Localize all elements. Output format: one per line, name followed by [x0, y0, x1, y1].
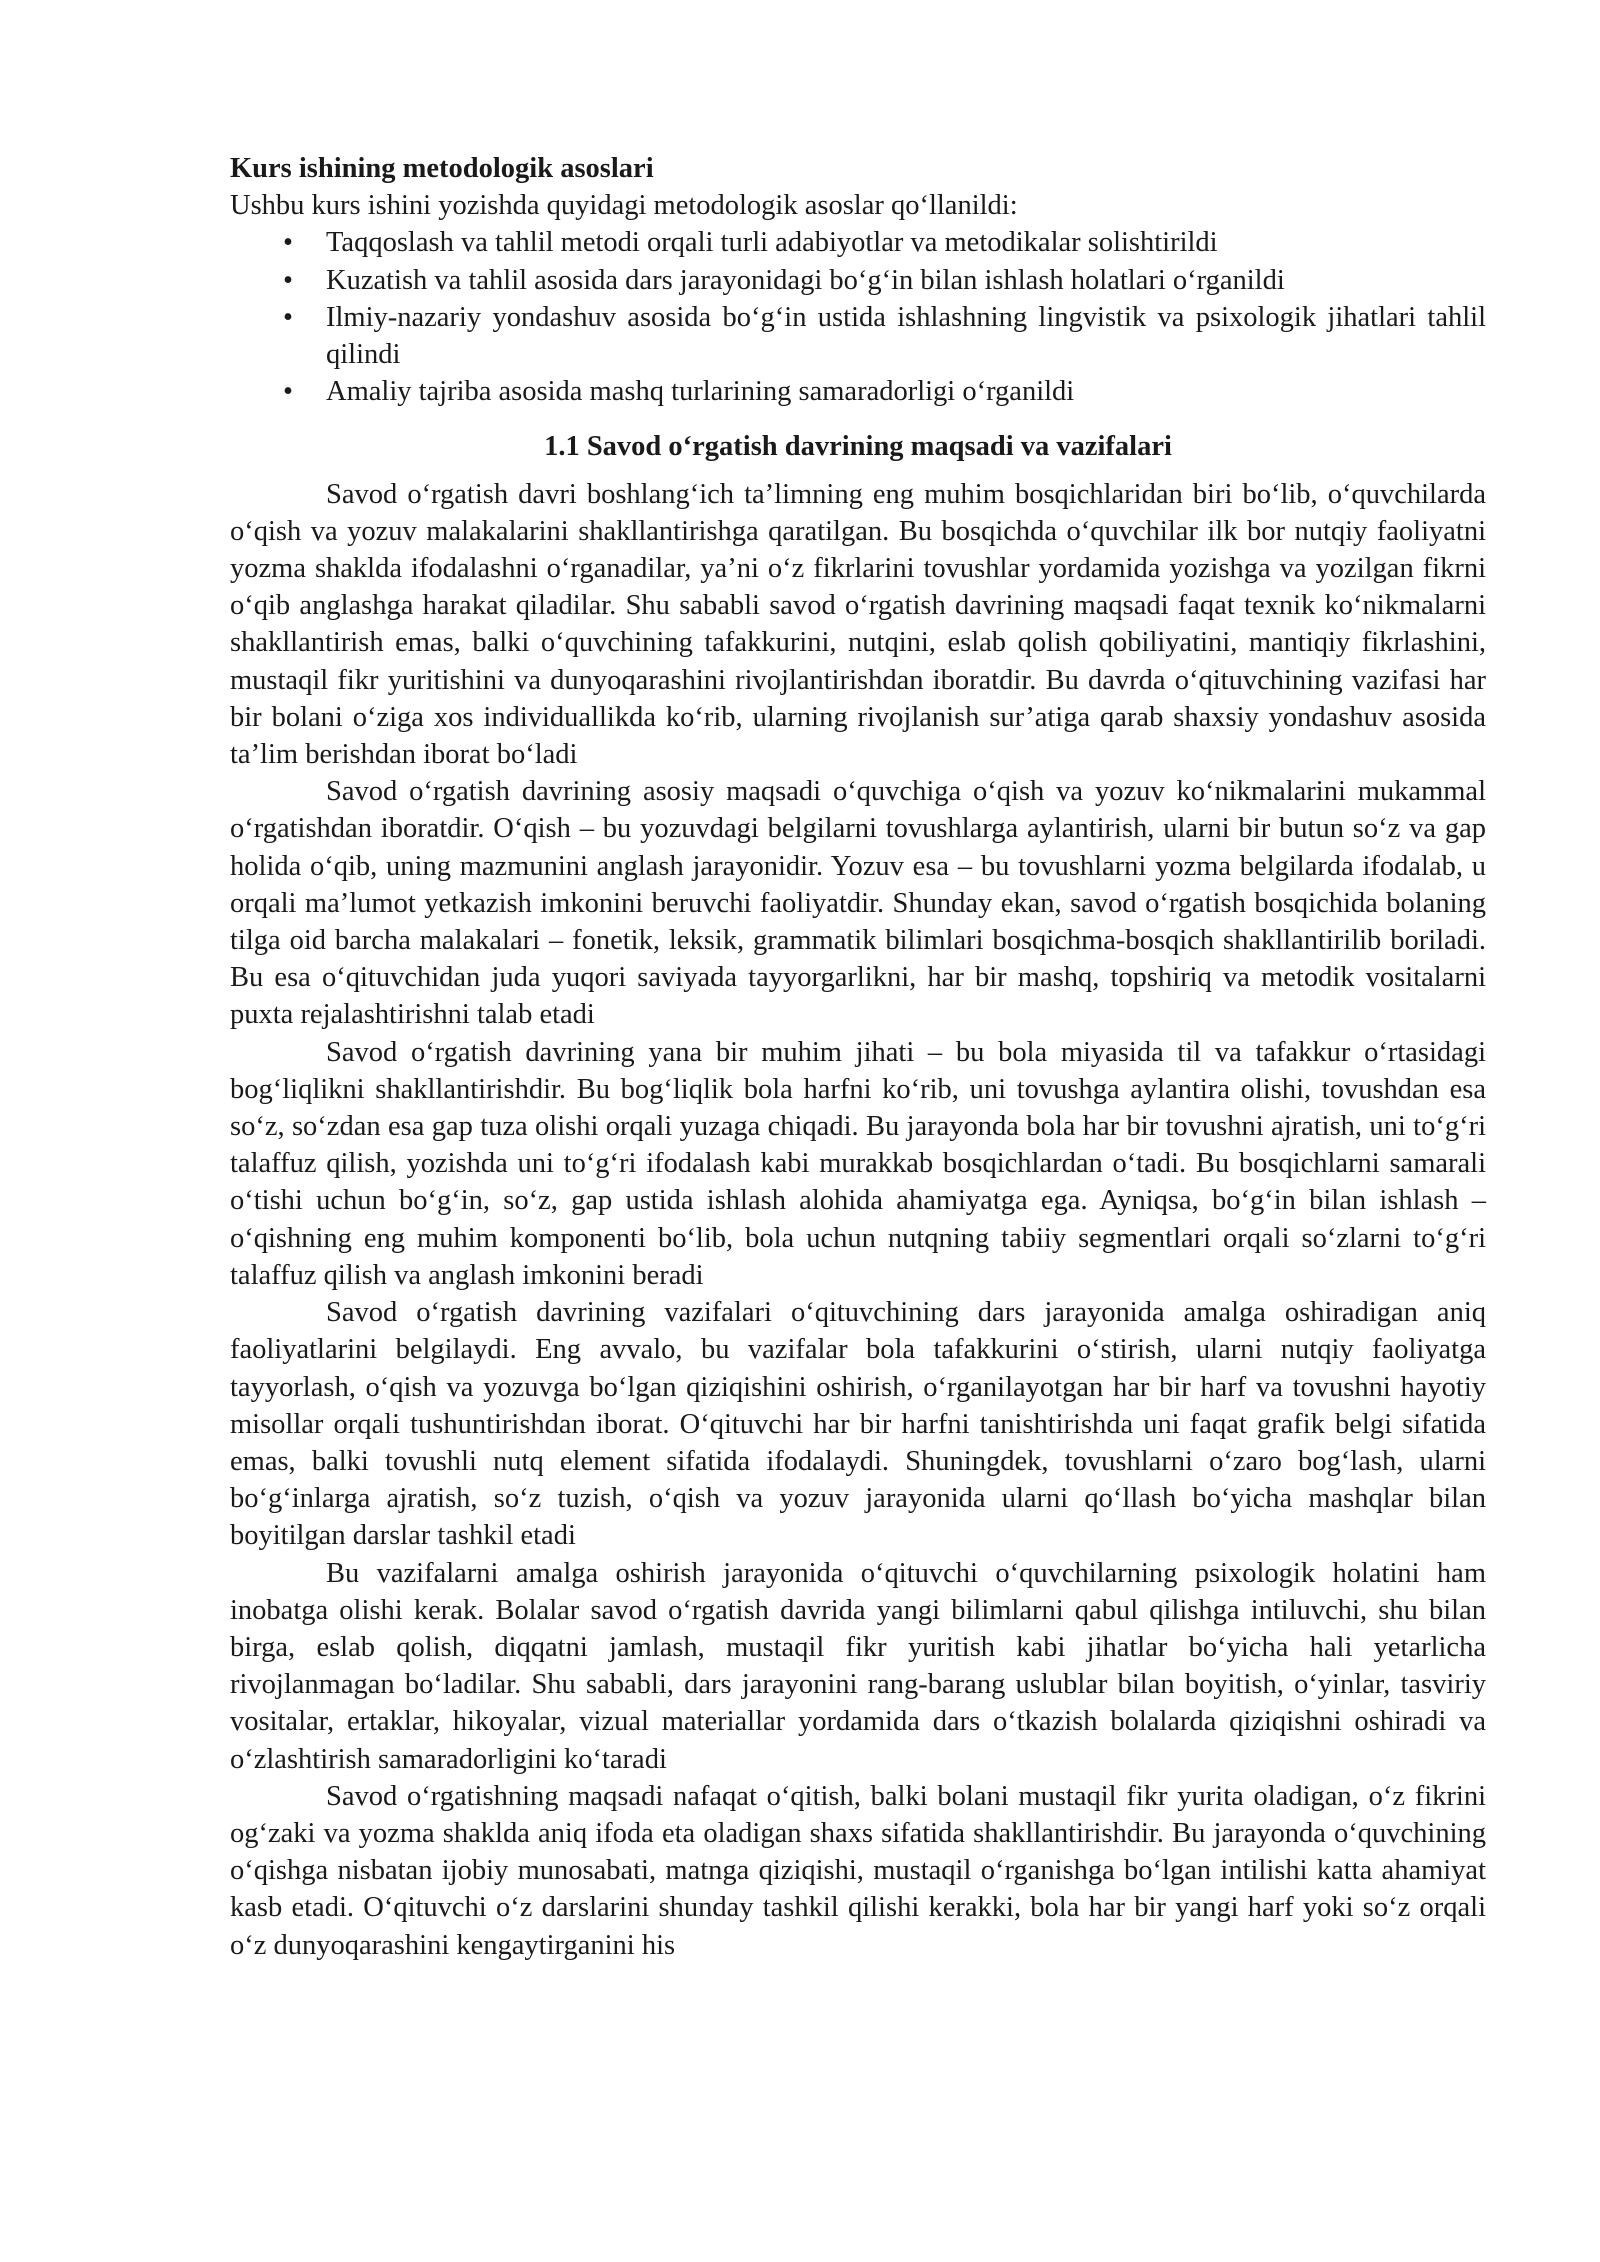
body-paragraph: Savod o‘rgatish davrining vazifalari o‘qituvchining dars jarayonida amalga oshiradigan aniq faoliyatlarini belgilaydi. Eng avvalo, bu vazifalar bola tafakkurini o‘stirish, ularni nutqiy faoliyatga tayyorlash, o‘qish va yozuvga bo‘lgan qiziqishini oshirish, o‘rganilayotgan har bir harf va tovushni hayotiy misollar orqali tushuntirishdan iborat. O‘qituvchi har bir harfni tanishtirishda uni faqat grafik belgi sifatida emas, balki tovushli nutq element sifatida ifodalaydi. Shuningdek, tovushlarni o‘zaro bog‘lash, ularni bo‘g‘inlarga ajratish, so‘z tuzish, o‘qish va yozuv jarayonida ularni qo‘llash bo‘yicha mashqlar bilan boyitilgan darslar tashkil etadi: [230, 1297, 1486, 1552]
list-item-text: Kuzatish va tahlil asosida dars jarayonidagi bo‘g‘in bilan ishlash holatlari o‘rganildi: [326, 264, 1285, 296]
list-item: [230, 262, 1486, 299]
bullet-icon: •: [283, 264, 293, 296]
list-item: [230, 224, 1486, 261]
document-heading: Kurs ishining metodologik asoslari: [230, 153, 654, 184]
body-paragraph: Savod o‘rgatish davri boshlang‘ich ta’limning eng muhim bosqichlaridan biri bo‘lib, o‘quvchilarda o‘qish va yozuv malakalarini shakllantirishga qaratilgan. Bu bosqichda o‘quvchilar ilk bor nutqiy faoliyatni yozma shaklda ifodalashni o‘rganadilar, ya’ni o‘z fikrlarini tovushlar yordamida yozishga va yozilgan fikrni o‘qib anglashga harakat qiladilar. Shu sababli savod o‘rgatish davrining maqsadi faqat texnik ko‘nikmalarni shakllantirish emas, balki o‘quvchining tafakkurini, nutqini, eslab qolish qobiliyatini, mantiqiy fikrlashini, mustaqil fikr yuritishini va dunyoqarashini rivojlantirishdan iboratdir. Bu davrda o‘qituvchining vazifasi har bir bolani o‘ziga xos individuallikda ko‘rib, ularning rivojlanish sur’atiga qarab shaxsiy yondashuv asosida ta’lim berishdan iborat bo‘ladi: [230, 478, 1486, 771]
list-item: [230, 299, 1486, 373]
bullet-icon: •: [283, 301, 293, 333]
bullet-icon: •: [283, 376, 293, 408]
list-item-text: Taqqoslash va tahlil metodi orqali turli adabiyotlar va metodikalar solishtirildi: [326, 227, 1218, 259]
list-item-text: Amaliy tajriba asosida mashq turlarining samaradorligi o‘rganildi: [326, 376, 1075, 408]
body-paragraph: Bu vazifalarni amalga oshirish jarayonida o‘qituvchi o‘quvchilarning psixologik holatini ham inobatga olishi kerak. Bolalar savod o‘rgatish davrida yangi bilimlarni qabul qilishga intiluvchi, shu bilan birga, eslab qolish, diqqatni jamlash, mustaqil fikr yuritish kabi jihatlar bo‘yicha hali yetarlicha rivojlanmagan bo‘ladilar. Shu sababli, dars jarayonini rang-barang uslublar bilan boyitish, o‘yinlar, tasviriy vositalar, ertaklar, hikoyalar, vizual materiallar yordamida dars o‘tkazish bolalarda qiziqishni oshiradi va o‘zlashtirish samaradorligini ko‘taradi: [230, 1557, 1486, 1775]
methodology-list: [230, 224, 1486, 410]
document-page: [230, 150, 1486, 1964]
list-item-text: Ilmiy-nazariy yondashuv asosida bo‘g‘in ustida ishlashning lingvistik va psixologik jihatlari tahlil qilindi: [326, 301, 1486, 371]
intro-text: Ushbu kurs ishini yozishda quyidagi metodologik asoslar qo‘llanildi:: [230, 190, 1018, 222]
body-paragraph: Savod o‘rgatish davrining yana bir muhim jihati – bu bola miyasida til va tafakkur o‘rtasidagi bog‘liqlikni shakllantirishdir. Bu bog‘liqlik bola harfni ko‘rib, uni tovushga aylantira olishi, tovushdan esa so‘z, so‘zdan esa gap tuza olishi orqali yuzaga chiqadi. Bu jarayonda bola har bir tovushni ajratish, uni to‘g‘ri talaffuz qilish, yozishda uni to‘g‘ri ifodalash kabi murakkab bosqichlardan o‘tadi. Bu bosqichlarni samarali o‘tishi uchun bo‘g‘in, so‘z, gap ustida ishlash alohida ahamiyatga ega. Ayniqsa, bo‘g‘in bilan ishlash – o‘qishning eng muhim komponenti bo‘lib, bola uchun nutqning tabiiy segmentlari orqali so‘zlarni to‘g‘ri talaffuz qilish va anglash imkonini beradi: [230, 1036, 1486, 1291]
body-paragraph: Savod o‘rgatishning maqsadi nafaqat o‘qitish, balki bolani mustaqil fikr yurita oladigan, o‘z fikrini og‘zaki va yozma shaklda aniq ifoda eta oladigan shaxs sifatida shakllantirishdir. Bu jarayonda o‘quvchining o‘qishga nisbatan ijobiy munosabati, matnga qiziqishi, mustaqil o‘rganishga bo‘lgan intilishi katta ahamiyat kasb etadi. O‘qituvchi o‘z darslarini shunday tashkil qilishi kerakki, bola har bir yangi harf yoki so‘z orqali o‘z dunyoqarashini kengaytirganini his: [230, 1780, 1486, 1961]
bullet-icon: •: [283, 227, 293, 259]
section-title: 1.1 Savod o‘rgatish davrining maqsadi va vazifalari: [544, 431, 1172, 463]
list-item: [230, 373, 1486, 410]
body-paragraph: Savod o‘rgatish davrining asosiy maqsadi o‘quvchiga o‘qish va yozuv ko‘nikmalarini mukammal o‘rgatishdan iboratdir. O‘qish – bu yozuvdagi belgilarni tovushlarga aylantirish, ularni bir butun so‘z va gap holida o‘qib, uning mazmunini anglash jarayonidir. Yozuv esa – bu tovushlarni yozma belgilarda ifodalab, u orqali ma’lumot yetkazish imkonini beruvchi faoliyatdir. Shunday ekan, savod o‘rgatish bosqichida bolaning tilga oid barcha malakalari – fonetik, leksik, grammatik bilimlari bosqichma-bosqich shakllantirilib boriladi. Bu esa o‘qituvchidan juda yuqori saviyada tayyorgarlikni, har bir mashq, topshiriq va metodik vositalarni puxta rejalashtirishni talab etadi: [230, 776, 1486, 1031]
